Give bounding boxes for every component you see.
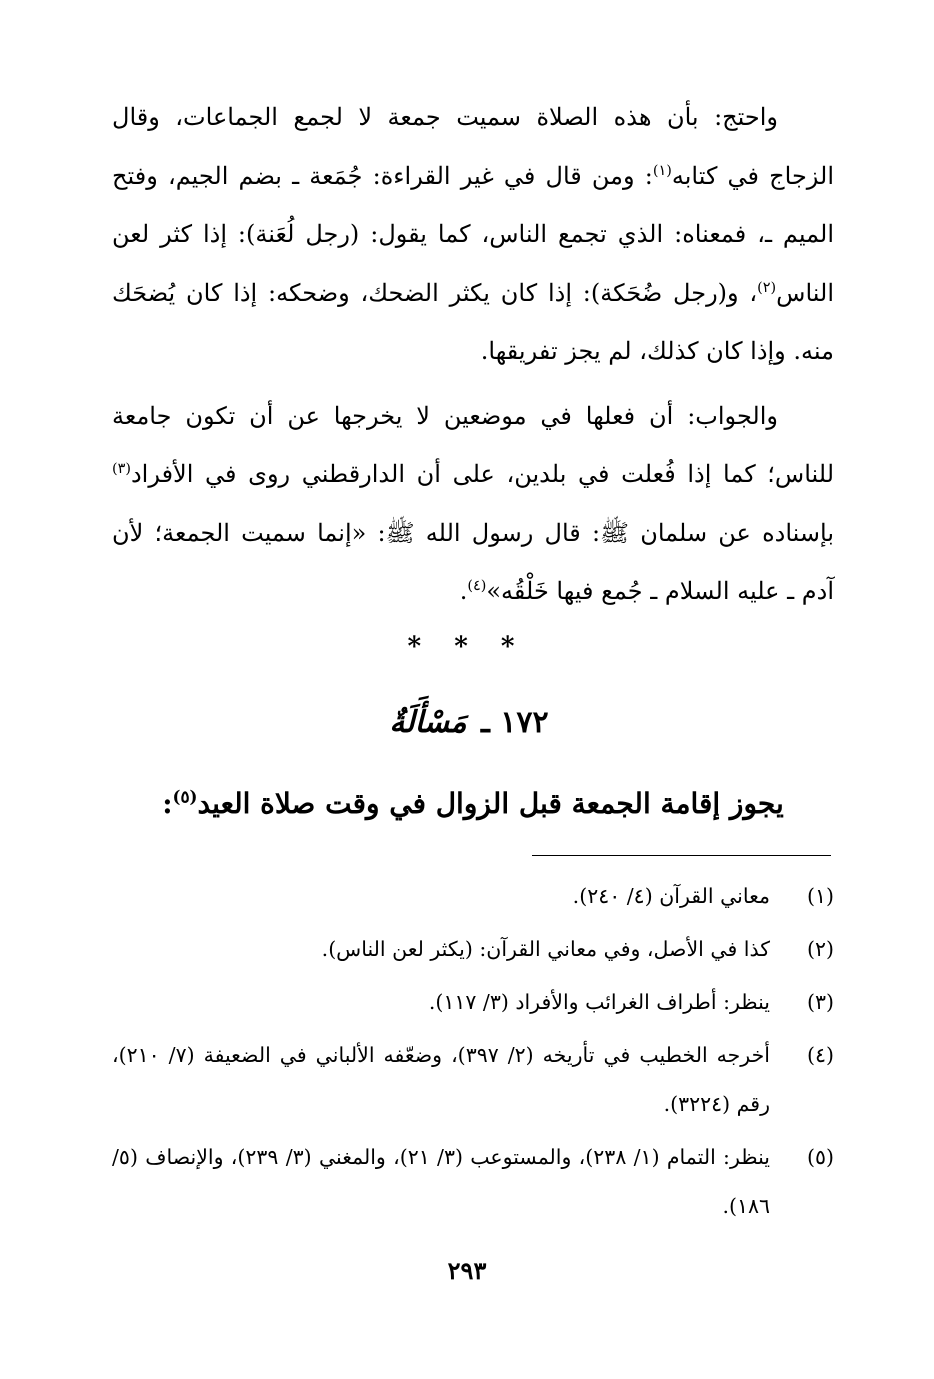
- footnote-ref: (٥): [172, 786, 198, 807]
- paragraph-text: بإسناده عن سلمان ﷺ: قال رسول الله ﷺ: «إنما سميت الجمعة؛ لأن آدم ـ عليه السلام ـ جُمع فيها خَلْقُه»: [112, 518, 834, 605]
- footnote-ref: (٢): [757, 279, 777, 296]
- footnote-text: كذا في الأصل، وفي معاني القرآن: (يكثر لعن الناس).: [321, 937, 770, 961]
- footnote-number: (٥): [806, 1145, 834, 1169]
- footnotes: [112, 872, 834, 1231]
- issue-heading: [0, 694, 934, 750]
- footnote-item: [112, 978, 834, 1027]
- footnote-divider: [532, 855, 831, 856]
- paragraph-text: : ومن قال في غير القراءة: جُمَعة ـ بضم الجيم، وفتح الميم ـ، فمعناه: الذي تجمع الناس، كما يقول: (رجل لُعَنة): إذا كثر لعن الناس: [112, 161, 834, 307]
- footnote-text: ينظر: أطراف الغرائب والأفراد (٣/ ١١٧).: [428, 990, 770, 1014]
- footnote-number: (٤): [806, 1043, 834, 1067]
- paragraph-argument: [112, 88, 834, 381]
- footnote-number: (٢): [806, 937, 834, 961]
- issue-title-end: :: [162, 787, 173, 820]
- footnote-text: ينظر: التمام (١/ ٢٣٨)، والمستوعب (٣/ ٢١)، والمغني (٣/ ٢٣٩)، والإنصاف (٥/ ١٨٦).: [112, 1145, 770, 1218]
- paragraph-text: واحتج: بأن هذه الصلاة سميت جمعة لا لجمع الجماعات، وقال الزجاج في كتابه: [112, 103, 835, 190]
- issue-title-text: يجوز إقامة الجمعة قبل الزوال في وقت صلاة العيد: [197, 787, 784, 820]
- main-text: [112, 88, 834, 621]
- footnote-number: (٣): [806, 990, 834, 1014]
- footnote-ref: (٤): [467, 578, 487, 594]
- footnote-item: [112, 1133, 834, 1231]
- paragraph-text: ، و(رجل ضُحَكة): إذا كان يكثر الضحك، وضحكه: إذا كان يُضحَك منه. وإذا كان كذلك، لم يجز تفريقها.: [112, 278, 834, 365]
- paragraph-text: .: [459, 577, 468, 605]
- footnote-ref: (٣): [112, 461, 131, 477]
- footnote-item: [112, 872, 834, 921]
- page-number: ٢٩٣: [447, 1256, 487, 1285]
- footnote-item: [112, 1031, 834, 1129]
- footnote-ref: (١): [652, 162, 672, 179]
- footnote-number: (١): [806, 884, 834, 908]
- paragraph-answer: [112, 387, 834, 621]
- issue-word: مَسْأَلَةٌ: [389, 705, 467, 740]
- paragraph-text: والجواب: أن فعلها في موضعين لا يخرجها عن أن تكون جامعة للناس؛ كما إذا فُعلت في بلدين، على أن الدارقطني روى في الأفراد: [112, 401, 835, 488]
- issue-title: [112, 780, 834, 828]
- issue-number: ١٧٢ ـ: [481, 705, 549, 740]
- footnote-item: [112, 925, 834, 974]
- footnote-text: أخرجه الخطيب في تأريخه (٢/ ٣٩٧)، وضعّفه الألباني في الضعيفة (٧/ ٢١٠)، رقم (٣٢٢٤).: [112, 1043, 770, 1116]
- section-separator: * * *: [407, 632, 527, 662]
- footnote-text: معاني القرآن (٤/ ٢٤٠).: [572, 884, 770, 908]
